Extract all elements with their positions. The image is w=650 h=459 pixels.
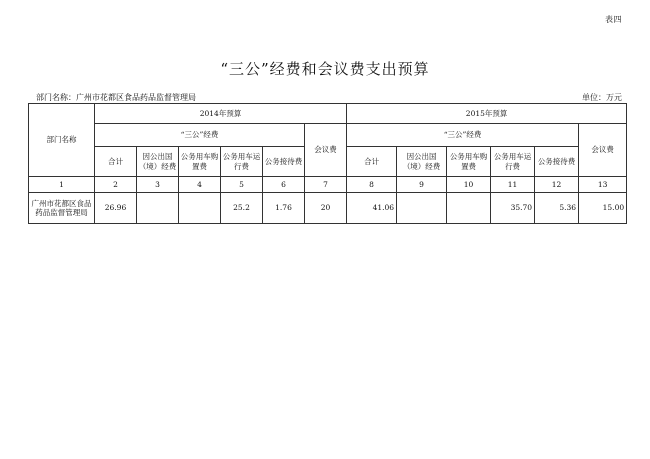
col-2014-car-purchase: 公务用车购置费 <box>179 147 221 177</box>
table-row <box>29 193 627 224</box>
col-2015-total: 合计 <box>347 147 397 177</box>
col-2014-total: 合计 <box>95 147 137 177</box>
budget-table <box>28 103 627 224</box>
page-label: 表四 <box>605 15 622 24</box>
col-2014-car-operation: 公务用车运行费 <box>221 147 263 177</box>
col-number: 1 <box>29 177 95 193</box>
department-label: 部门名称：广州市花都区食品药品监督管理局 <box>36 93 196 102</box>
col-number: 8 <box>347 177 397 193</box>
col-number: 13 <box>579 177 627 193</box>
cell-2015-car-purchase <box>447 193 491 224</box>
col-2015-car-operation: 公务用车运行费 <box>491 147 535 177</box>
cell-2015-abroad <box>397 193 447 224</box>
meeting-2014-header: 会议费 <box>305 124 347 177</box>
col-2014-reception: 公务接待费 <box>263 147 305 177</box>
cell-2015-reception: 5.36 <box>535 193 579 224</box>
col-number: 5 <box>221 177 263 193</box>
col-2014-abroad: 因公出国（境）经费 <box>137 147 179 177</box>
year-2014-header: 2014年预算 <box>95 104 347 124</box>
row-dept-name: 广州市花都区食品药品监督管理局 <box>29 193 95 224</box>
page-title: “三公”经费和会议费支出预算 <box>220 60 430 78</box>
col-number: 11 <box>491 177 535 193</box>
year-2015-header: 2015年预算 <box>347 104 627 124</box>
col-number: 10 <box>447 177 491 193</box>
col-number: 2 <box>95 177 137 193</box>
col-number: 6 <box>263 177 305 193</box>
sangong-2015-header: “三公”经费 <box>347 124 579 147</box>
col-2015-car-purchase: 公务用车购置费 <box>447 147 491 177</box>
cell-2014-total: 26.96 <box>95 193 137 224</box>
unit-label: 单位：万元 <box>582 93 622 102</box>
dept-header: 部门名称 <box>29 104 95 177</box>
cell-2014-abroad <box>137 193 179 224</box>
col-number: 12 <box>535 177 579 193</box>
col-number: 7 <box>305 177 347 193</box>
cell-2014-car-operation: 25.2 <box>221 193 263 224</box>
cell-2014-meeting: 20 <box>305 193 347 224</box>
col-number: 9 <box>397 177 447 193</box>
cell-2014-reception: 1.76 <box>263 193 305 224</box>
col-number: 3 <box>137 177 179 193</box>
meeting-2015-header: 会议费 <box>579 124 627 177</box>
column-number-row <box>29 177 627 193</box>
cell-2015-car-operation: 35.70 <box>491 193 535 224</box>
cell-2015-meeting: 15.00 <box>579 193 627 224</box>
sangong-2014-header: “三公”经费 <box>95 124 305 147</box>
col-number: 4 <box>179 177 221 193</box>
cell-2015-total: 41.06 <box>347 193 397 224</box>
col-2015-abroad: 因公出国（境）经费 <box>397 147 447 177</box>
cell-2014-car-purchase <box>179 193 221 224</box>
col-2015-reception: 公务接待费 <box>535 147 579 177</box>
